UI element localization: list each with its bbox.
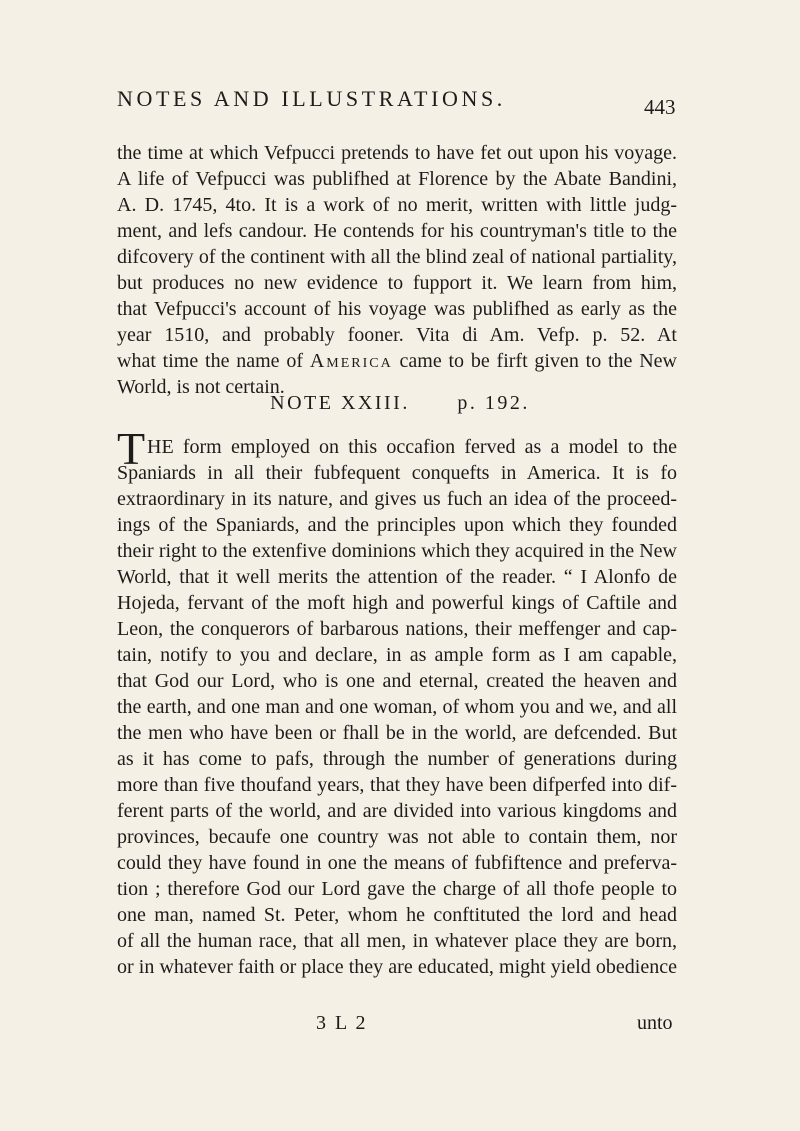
text-line: A. D. 1745, 4to. It is a work of no merit, written with little judg- bbox=[117, 194, 677, 216]
note-heading bbox=[0, 392, 800, 415]
text-line: ment, and lefs candour. He contends for his countryman's title to the bbox=[117, 220, 677, 242]
small-caps-word: America bbox=[309, 350, 393, 372]
text-line: the men who have been or fhall be in the world, are defcended. But bbox=[117, 722, 677, 744]
text-line: Spaniards in all their fubfequent conquefts in America. It is fo bbox=[117, 462, 677, 484]
text-line: that Vefpucci's account of his voyage was publifhed as early as the bbox=[117, 298, 677, 320]
catchword: unto bbox=[637, 1012, 673, 1034]
text-line: Leon, the conquerors of barbarous nations, their meffenger and cap- bbox=[117, 618, 677, 640]
text-line: as it has come to pafs, through the number of generations during bbox=[117, 748, 677, 770]
text-line: ferent parts of the world, and are divided into various kingdoms and bbox=[117, 800, 677, 822]
text-line: but produces no new evidence to fupport it. We learn from him, bbox=[117, 272, 677, 294]
text-line: Hojeda, fervant of the moft high and powerful kings of Caftile and bbox=[117, 592, 677, 614]
note-page-ref: p. 192. bbox=[457, 392, 530, 414]
note-title: NOTE XXIII. bbox=[270, 392, 410, 414]
text-line: ings of the Spaniards, and the principles upon which they founded bbox=[117, 514, 677, 536]
text-line: A life of Vefpucci was publifhed at Florence by the Abate Bandini, bbox=[117, 168, 677, 190]
text-line: that God our Lord, who is one and eternal, created the heaven and bbox=[117, 670, 677, 692]
page-number: 443 bbox=[644, 95, 676, 119]
text-line: difcovery of the continent with all the blind zeal of national partiality, bbox=[117, 246, 677, 268]
text-line: World, is not certain. bbox=[117, 376, 285, 398]
text-line bbox=[117, 980, 677, 1006]
text-line: their right to the extenfive dominions which they acquired in the New bbox=[117, 540, 677, 562]
text-line: the earth, and one man and one woman, of whom you and we, and all bbox=[117, 696, 677, 718]
text-line: or in whatever faith or place they are educated, might yield obedience bbox=[117, 956, 677, 978]
continued-paragraph bbox=[117, 140, 677, 400]
text-line: of all the human race, that all men, in whatever place they are born, bbox=[117, 930, 677, 952]
text-fragment: what time the name of bbox=[117, 350, 310, 372]
text-line: more than five thoufand years, that they have been difperfed into dif- bbox=[117, 774, 677, 796]
signature-mark: 3 L 2 bbox=[316, 1012, 368, 1034]
text-line: tain, notify to you and declare, in as ample form as I am capable, bbox=[117, 644, 677, 666]
text-line: provinces, becaufe one country was not able to contain them, nor bbox=[117, 826, 677, 848]
text-line: the time at which Vefpucci pretends to have fet out upon his voyage. bbox=[117, 142, 677, 164]
running-head: NOTES AND ILLUSTRATIONS. bbox=[117, 86, 506, 111]
text-line: tion ; therefore God our Lord gave the charge of all thofe people to bbox=[117, 878, 677, 900]
text-line: extraordinary in its nature, and gives us fuch an idea of the proceed- bbox=[117, 488, 677, 510]
text-fragment: came to be firft given to the New bbox=[392, 350, 677, 372]
text-line: one man, named St. Peter, whom he conftituted the lord and head bbox=[117, 904, 677, 926]
text-line: HE form employed on this occafion ferved as a model to the bbox=[147, 436, 677, 458]
text-line bbox=[117, 348, 677, 374]
note-paragraph bbox=[117, 460, 677, 1006]
text-line: could they have found in one the means of fubfiftence and preferva- bbox=[117, 852, 677, 874]
text-line: World, that it well merits the attention of the reader. “ I Alonfo de bbox=[117, 566, 677, 588]
note-first-line-block bbox=[147, 434, 677, 460]
text-line: year 1510, and probably fooner. Vita di Am. Vefp. p. 52. At bbox=[117, 324, 677, 346]
drop-cap: T bbox=[117, 423, 146, 474]
